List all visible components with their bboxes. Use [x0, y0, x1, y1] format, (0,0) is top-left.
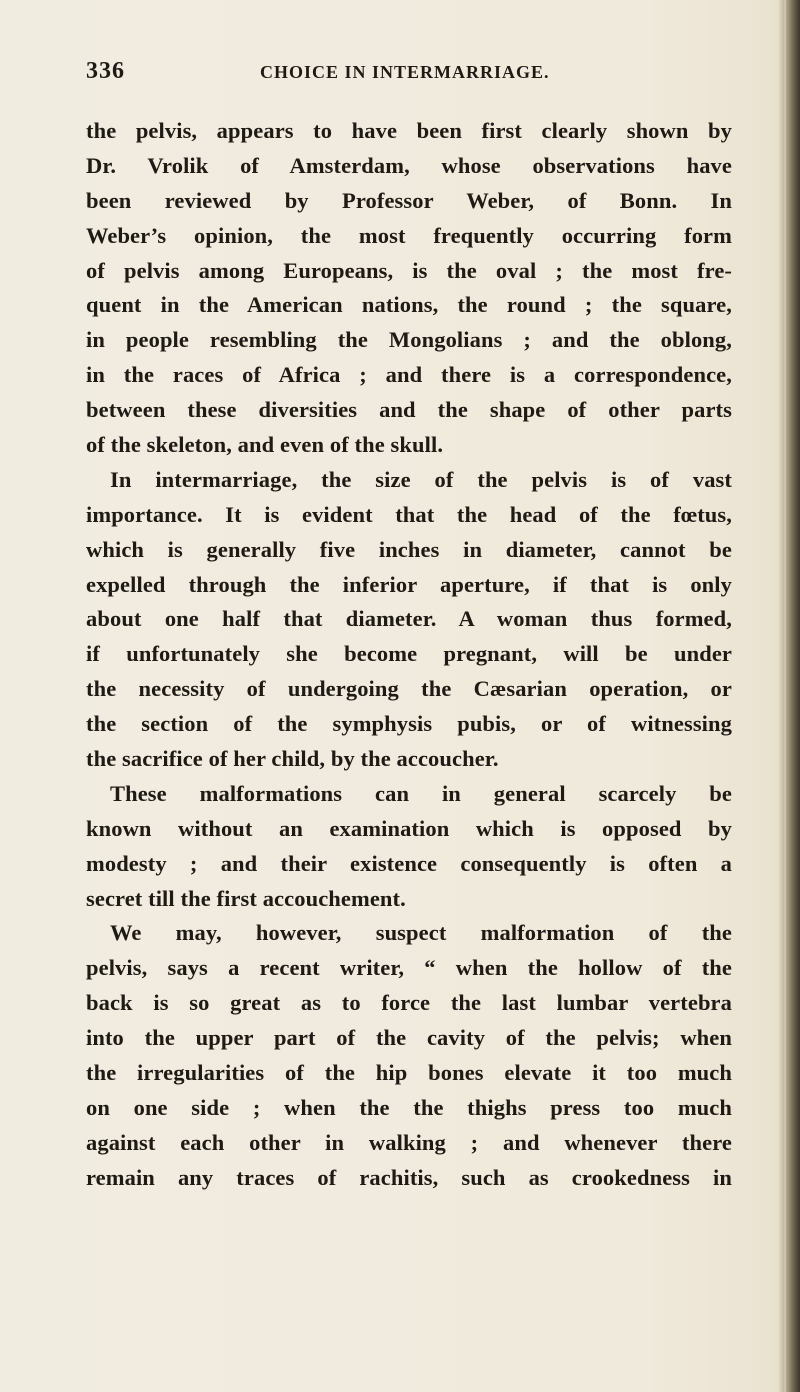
- text-line: the irregularities of the hip bones elevate it too much: [86, 1060, 732, 1086]
- text-line: the pelvis, appears to have been first clearly shown by: [86, 118, 732, 143]
- text-line: if unfortunately she become pregnant, will be under: [86, 641, 732, 667]
- text-line: into the upper part of the cavity of the pelvis; when: [86, 1025, 732, 1051]
- text-line: the section of the symphysis pubis, or of witnessing: [86, 711, 732, 737]
- text-line: importance. It is evident that the head of the fœtus,: [86, 501, 732, 527]
- text-line: Dr. Vrolik of Amsterdam, whose observations have: [86, 152, 732, 178]
- text-line: in the races of Africa ; and there is a correspondence,: [86, 362, 732, 388]
- text-line: known without an examination which is opposed by: [86, 815, 732, 841]
- text-line: We may, however, suspect malformation of the: [110, 920, 732, 946]
- running-head: CHOICE IN INTERMARRIAGE.: [260, 62, 550, 82]
- body-text: [86, 114, 732, 1196]
- text-line: expelled through the inferior aperture, if that is only: [86, 571, 732, 597]
- text-line: pelvis, says a recent writer, “ when the hollow of the: [86, 955, 732, 981]
- text-line: against each other in walking ; and whenever there: [86, 1129, 732, 1155]
- text-line: the sacrifice of her child, by the accoucher.: [86, 746, 499, 772]
- text-line: of the skeleton, and even of the skull.: [86, 432, 444, 458]
- text-line: In intermarriage, the size of the pelvis is of vast: [110, 466, 732, 492]
- page-header: [0, 58, 800, 98]
- text-line: been reviewed by Professor Weber, of Bonn. In: [86, 187, 732, 213]
- text-line: which is generally five inches in diameter, cannot be: [86, 536, 732, 562]
- text-line: Weber’s opinion, the most frequently occurring form: [86, 222, 732, 248]
- text-line: about one half that diameter. A woman thus formed,: [86, 606, 732, 632]
- text-line: remain any traces of rachitis, such as crookedness in: [86, 1164, 732, 1190]
- text-line: secret till the first accouchement.: [86, 885, 406, 911]
- text-line: These malformations can in general scarcely be: [110, 780, 732, 806]
- page-number: 336: [86, 58, 125, 84]
- text-line: in people resembling the Mongolians ; and the oblong,: [86, 327, 732, 353]
- text-line: on one side ; when the the thighs press too much: [86, 1094, 732, 1120]
- text-line: the necessity of undergoing the Cæsarian operation, or: [86, 676, 732, 702]
- page-gutter-edge: [778, 0, 800, 1392]
- text-line: quent in the American nations, the round ; the square,: [86, 292, 732, 318]
- text-line: between these diversities and the shape of other parts: [86, 397, 732, 423]
- text-line: back is so great as to force the last lumbar vertebra: [86, 990, 732, 1016]
- text-line: modesty ; and their existence consequently is often a: [86, 850, 732, 876]
- text-line: of pelvis among Europeans, is the oval ; the most fre-: [86, 257, 732, 283]
